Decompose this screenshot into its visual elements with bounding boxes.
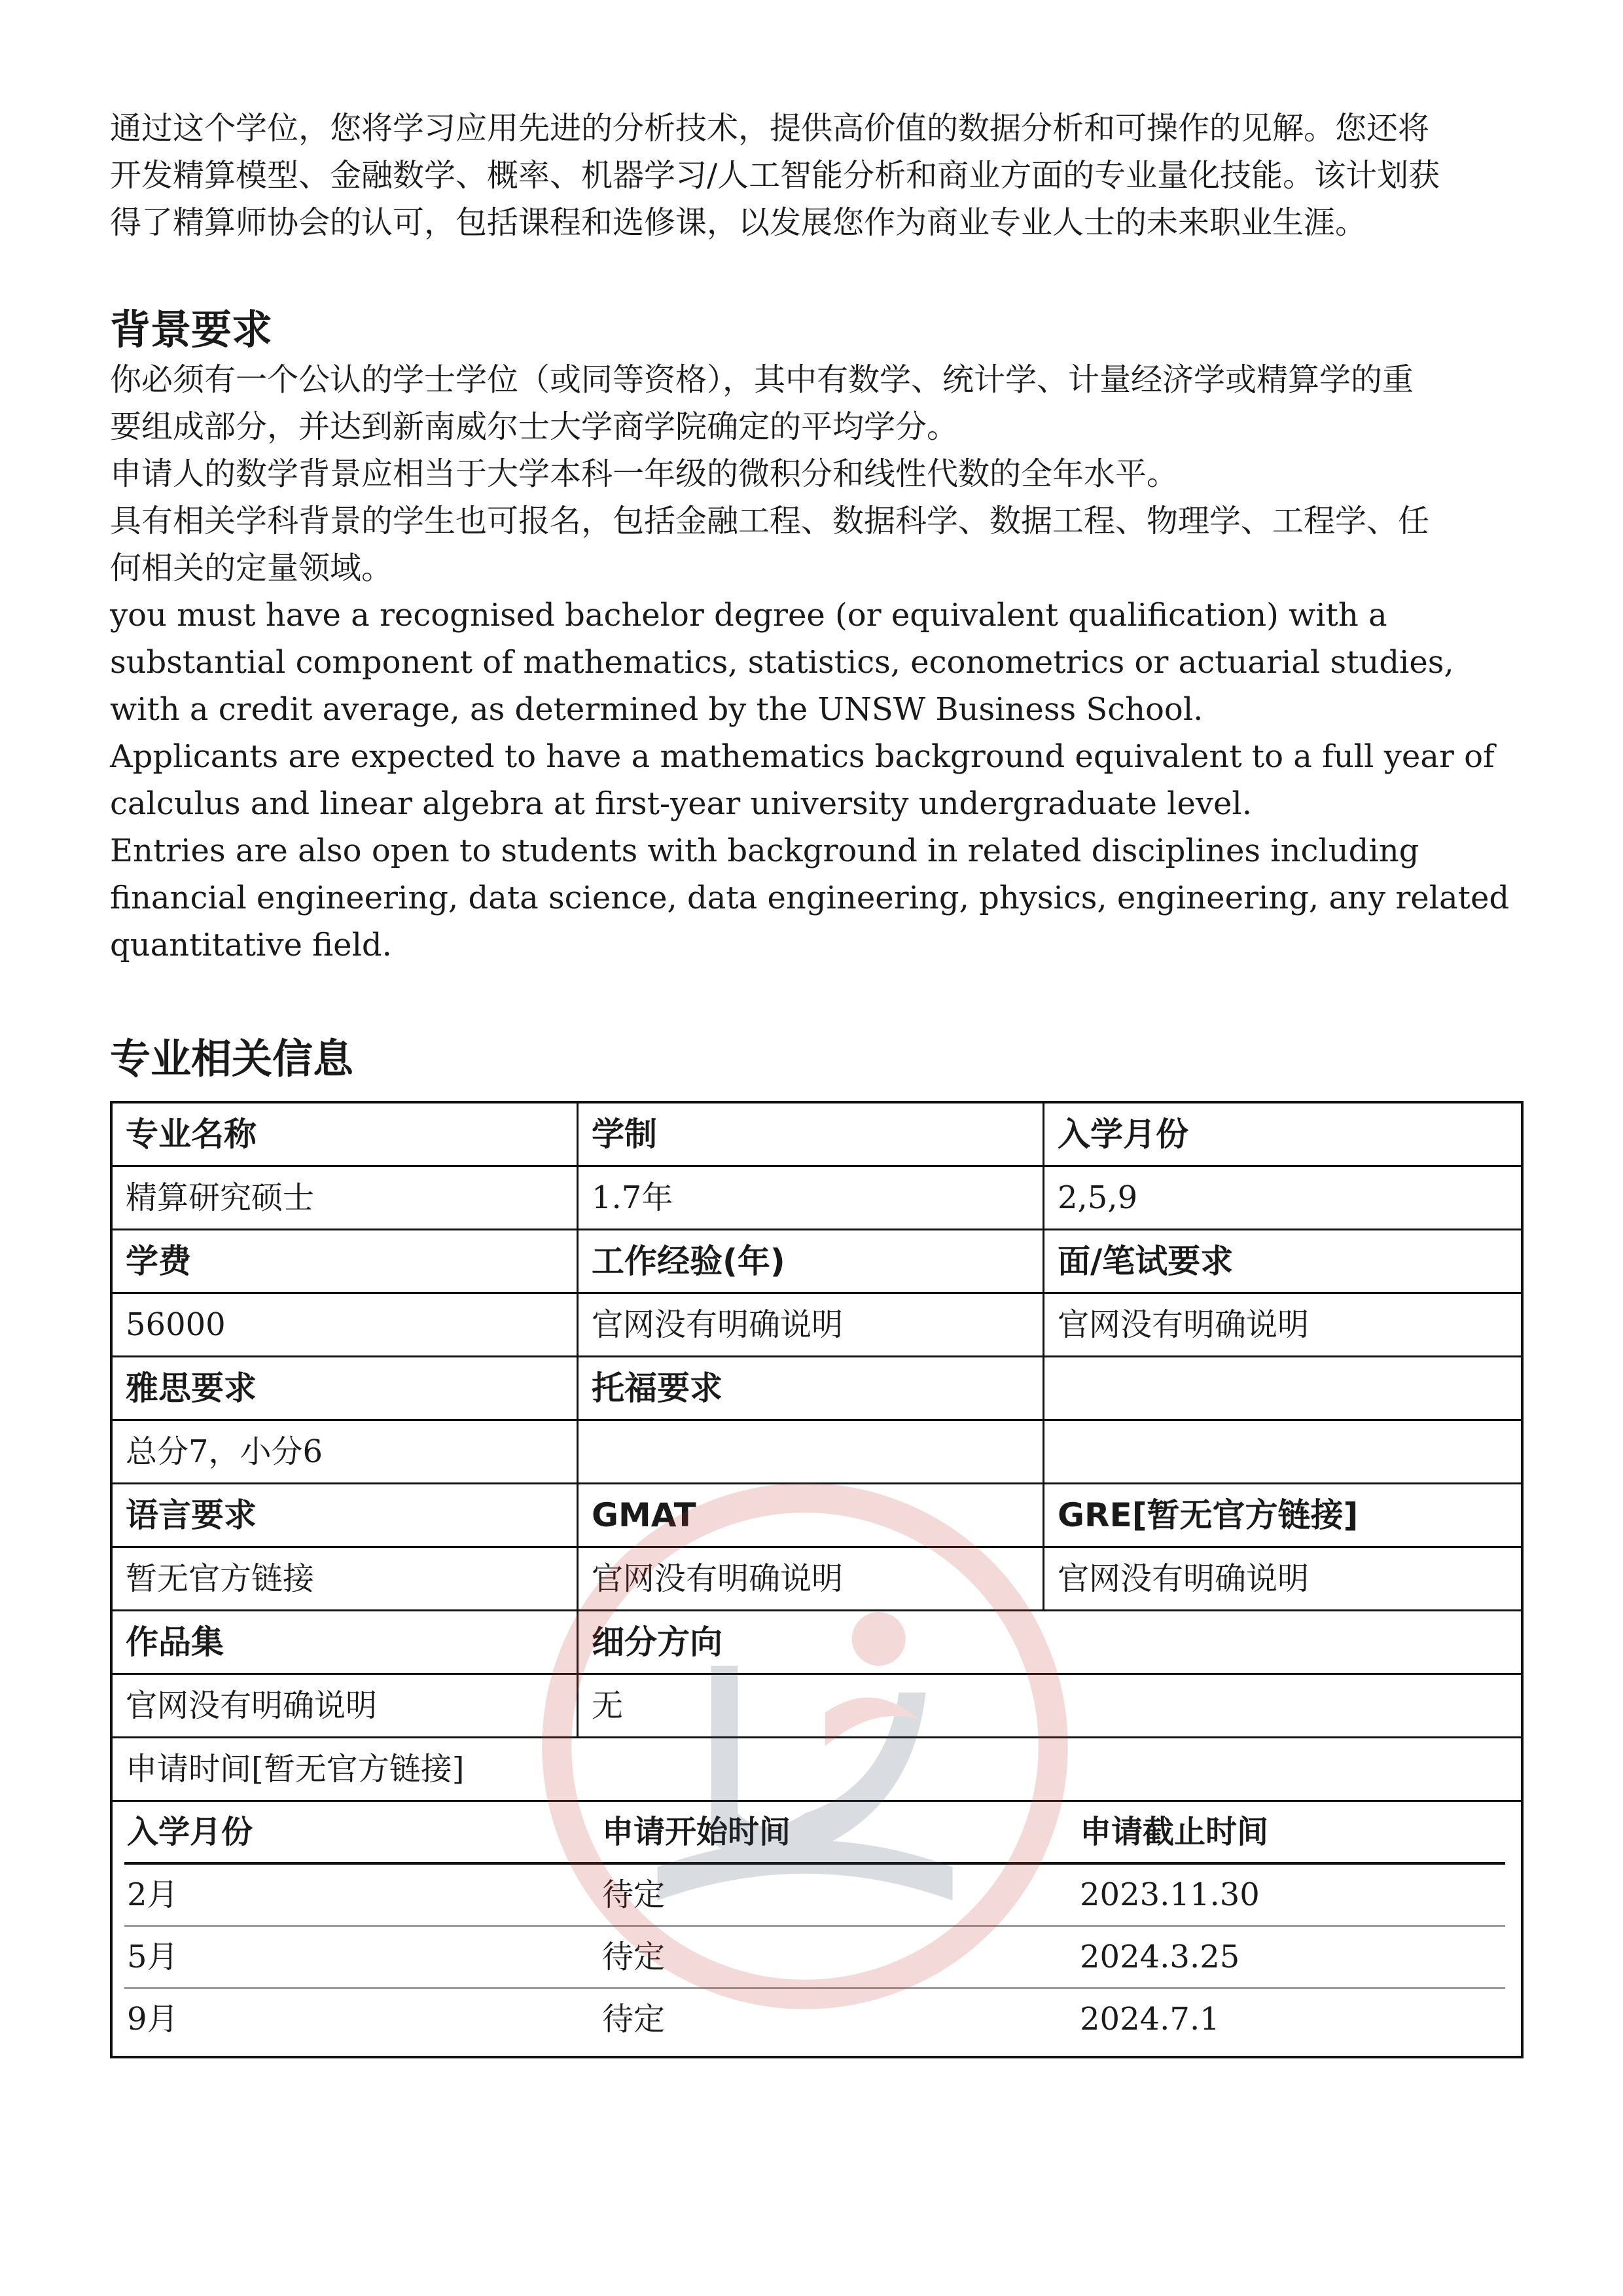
intro-line: 通过这个学位，您将学习应用先进的分析技术，提供高价值的数据分析和可操作的见解。您还将 xyxy=(110,110,1430,147)
ielts-value: 总分7，小分6 xyxy=(113,1421,579,1482)
gmat-label: GMAT xyxy=(579,1484,1044,1546)
schedule-row xyxy=(124,1927,1505,1989)
portfolio-value: 官网没有明确说明 xyxy=(113,1675,579,1736)
schedule-start: 待定 xyxy=(602,1939,666,1975)
table-row xyxy=(113,1484,1521,1548)
background-title: 背景要求 xyxy=(110,306,273,353)
schedule-intake: 5月 xyxy=(127,1939,179,1975)
background-line: quantitative field. xyxy=(110,927,392,963)
intake-label: 入学月份 xyxy=(1058,1115,1188,1153)
duration-value: 1.7年 xyxy=(579,1167,1044,1229)
empty-cell xyxy=(1044,1357,1521,1419)
duration-label: 学制 xyxy=(579,1103,1044,1165)
table-row xyxy=(113,1230,1521,1294)
schedule-intake: 9月 xyxy=(127,2001,179,2037)
background-paragraph xyxy=(110,356,1524,969)
background-line: 具有相关学科背景的学生也可报名，包括金融工程、数据科学、数据工程、物理学、工程学、任 xyxy=(110,503,1430,539)
specialization-value: 无 xyxy=(592,1687,624,1724)
intake-value: 2,5,9 xyxy=(1058,1179,1138,1216)
gmat-value: 官网没有明确说明 xyxy=(579,1548,1044,1609)
background-line: 你必须有一个公认的学士学位（或同等资格），其中有数学、统计学、计量经济学或精算学的重 xyxy=(110,361,1414,398)
table-row xyxy=(113,1548,1521,1611)
schedule-start: 待定 xyxy=(602,1876,666,1913)
toefl-value xyxy=(579,1421,1044,1482)
background-line: you must have a recognised bachelor degree (or equivalent qualification) with a xyxy=(110,597,1387,634)
table-row xyxy=(113,1421,1521,1484)
table-row xyxy=(113,1167,1521,1230)
tuition-label: 学费 xyxy=(113,1230,579,1292)
schedule-header-start: 申请开始时间 xyxy=(602,1814,791,1850)
background-line: with a credit average, as determined by the UNSW Business School. xyxy=(110,691,1204,728)
application-schedule xyxy=(113,1802,1517,2056)
background-line: calculus and linear algebra at first-year university undergraduate level. xyxy=(110,785,1253,822)
intro-line: 得了精算师协会的认可，包括课程和选修课，以发展您作为商业专业人士的未来职业生涯。 xyxy=(110,204,1367,241)
application-time-label: 申请时间[暂无官方链接] xyxy=(126,1751,465,1787)
empty-cell xyxy=(1044,1421,1521,1482)
table-row xyxy=(113,1103,1521,1167)
schedule-header-deadline: 申请截止时间 xyxy=(1080,1814,1269,1850)
schedule-row xyxy=(124,1865,1505,1927)
table-row xyxy=(113,1294,1521,1357)
program-name-label: 专业名称 xyxy=(113,1103,579,1165)
schedule-start: 待定 xyxy=(602,2001,666,2037)
table-row xyxy=(113,1738,1521,1802)
schedule-deadline: 2024.3.25 xyxy=(1080,1939,1240,1975)
background-line: 申请人的数学背景应相当于大学本科一年级的微积分和线性代数的全年水平。 xyxy=(110,456,1179,492)
tuition-value: 56000 xyxy=(113,1294,579,1355)
background-line: substantial component of mathematics, statistics, econometrics or actuarial studies, xyxy=(110,644,1454,681)
portfolio-label: 作品集 xyxy=(113,1611,579,1673)
interview-label: 面/笔试要求 xyxy=(1058,1242,1234,1280)
language-value: 暂无官方链接 xyxy=(113,1548,579,1609)
program-name-value: 精算研究硕士 xyxy=(113,1167,579,1229)
language-label: 语言要求 xyxy=(113,1484,579,1546)
background-line: 要组成部分，并达到新南威尔士大学商学院确定的平均学分。 xyxy=(110,408,959,445)
schedule-deadline: 2023.11.30 xyxy=(1080,1876,1260,1913)
table-row xyxy=(113,1675,1521,1738)
background-line: 何相关的定量领域。 xyxy=(110,550,393,586)
schedule-row xyxy=(124,1989,1505,2049)
gre-value: 官网没有明确说明 xyxy=(1058,1560,1310,1597)
program-info-table xyxy=(110,1101,1524,2058)
table-row xyxy=(113,1802,1521,2056)
interview-value: 官网没有明确说明 xyxy=(1058,1306,1310,1343)
background-line: financial engineering, data science, data engineering, physics, engineering, any related xyxy=(110,880,1510,916)
background-line: Applicants are expected to have a mathematics background equivalent to a full year of xyxy=(110,738,1495,775)
background-line: Entries are also open to students with background in related disciplines including xyxy=(110,833,1419,869)
table-row xyxy=(113,1611,1521,1675)
schedule-header-row xyxy=(124,1802,1505,1865)
schedule-header-intake: 入学月份 xyxy=(127,1814,253,1850)
work-experience-value: 官网没有明确说明 xyxy=(579,1294,1044,1355)
program-info-title: 专业相关信息 xyxy=(110,1035,354,1083)
intro-line: 开发精算模型、金融数学、概率、机器学习/人工智能分析和商业方面的专业量化技能。该计划获 xyxy=(110,157,1440,194)
intro-paragraph xyxy=(110,105,1524,246)
ielts-label: 雅思要求 xyxy=(113,1357,579,1419)
specialization-label: 细分方向 xyxy=(592,1623,722,1661)
table-row xyxy=(113,1357,1521,1421)
gre-label: GRE[暂无官方链接] xyxy=(1058,1496,1359,1534)
document-page xyxy=(110,105,1524,2058)
schedule-intake: 2月 xyxy=(127,1876,179,1913)
work-experience-label: 工作经验(年) xyxy=(579,1230,1044,1292)
schedule-deadline: 2024.7.1 xyxy=(1080,2001,1220,2037)
toefl-label: 托福要求 xyxy=(579,1357,1044,1419)
